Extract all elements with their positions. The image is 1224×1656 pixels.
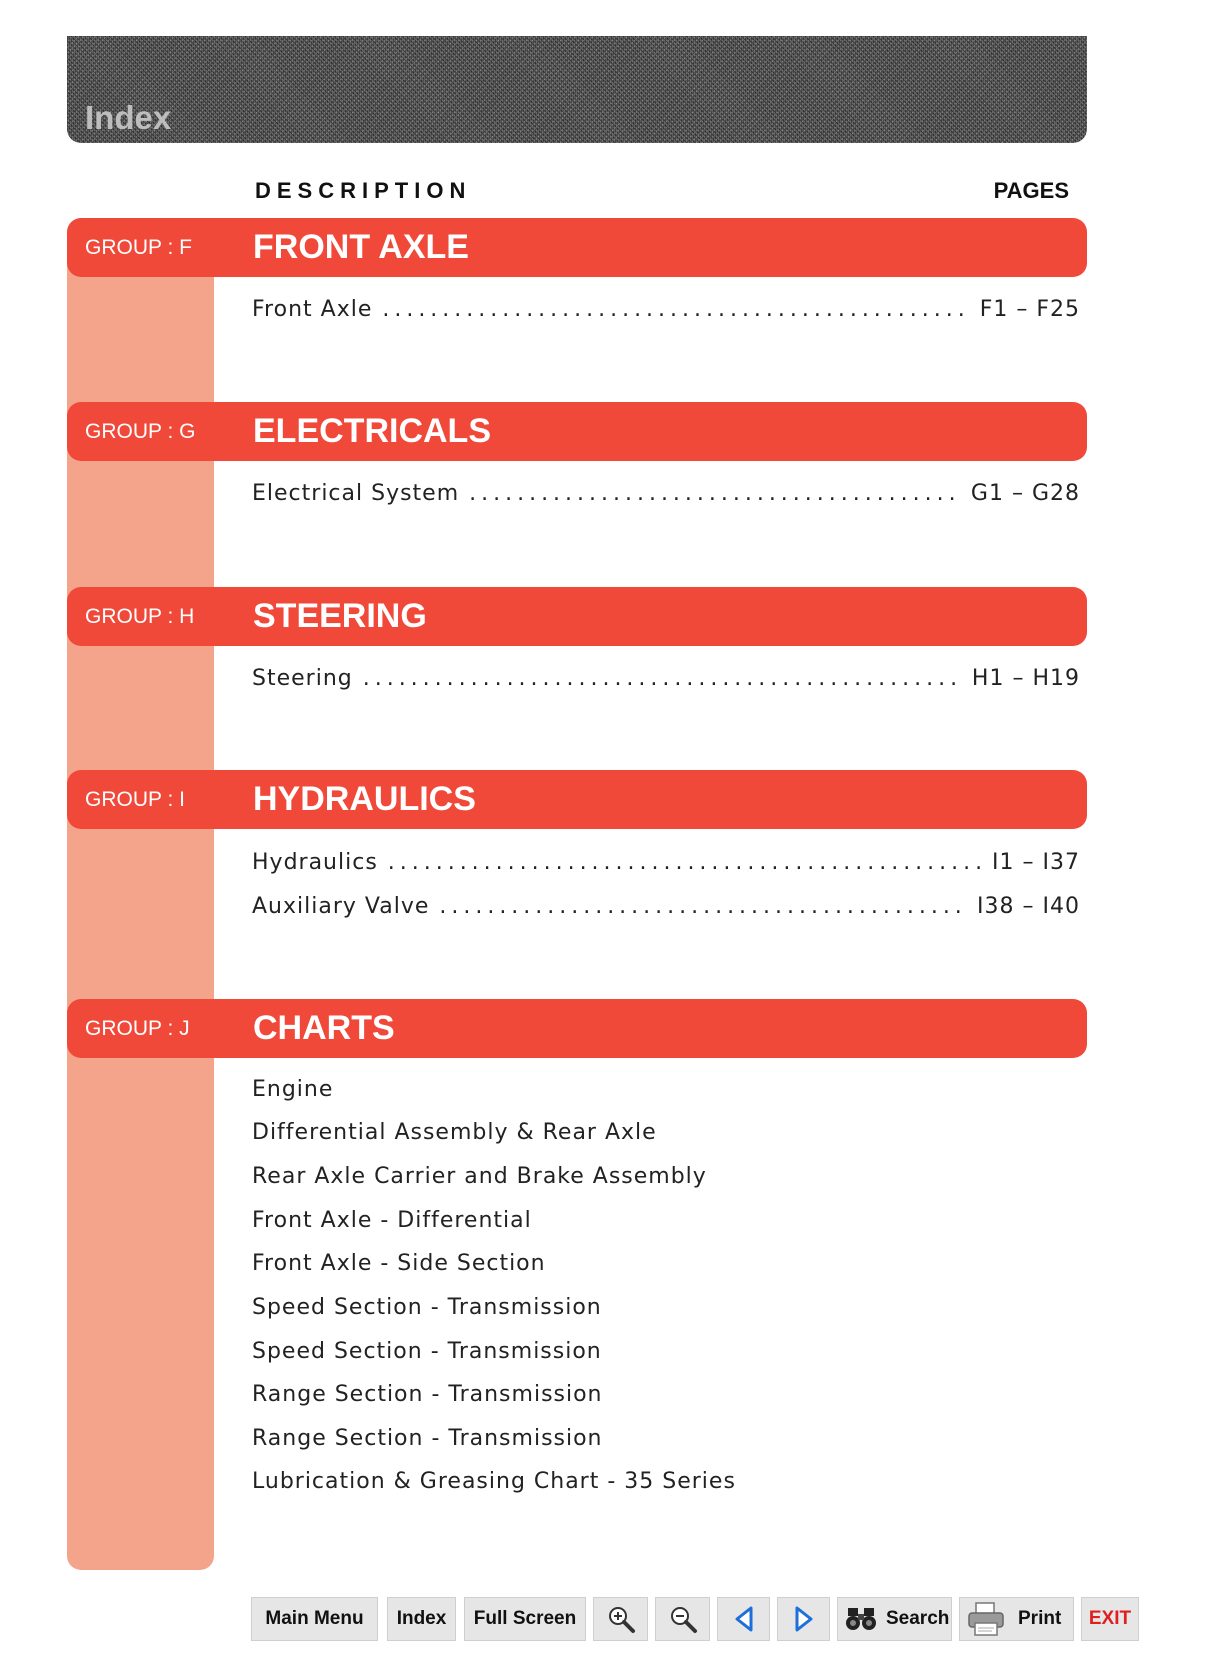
exit-label: EXIT <box>1088 1608 1132 1629</box>
entry-pages: I1 – I37 <box>992 850 1080 875</box>
chart-item[interactable]: Range Section - Transmission <box>252 1426 603 1451</box>
chart-item[interactable]: Speed Section - Transmission <box>252 1339 602 1364</box>
triangle-right-icon <box>791 1604 817 1634</box>
exit-button[interactable] <box>1081 1597 1139 1641</box>
index-button[interactable] <box>387 1597 456 1641</box>
full-screen-button[interactable] <box>464 1597 586 1641</box>
chart-item[interactable]: Range Section - Transmission <box>252 1382 603 1407</box>
main-menu-label: Main Menu <box>265 1608 364 1629</box>
dot-leader <box>382 297 969 322</box>
entry-name: Electrical System <box>252 481 460 506</box>
zoom-in-button[interactable] <box>593 1597 648 1641</box>
entry-pages: F1 – F25 <box>979 297 1080 322</box>
printer-icon <box>966 1601 1006 1637</box>
group-label: GROUP : F <box>85 236 192 259</box>
chart-item[interactable]: Front Axle - Side Section <box>252 1251 546 1276</box>
zoom-out-icon <box>668 1604 698 1634</box>
entry-pages: H1 – H19 <box>971 666 1080 691</box>
group-bar-front-axle <box>67 218 1087 277</box>
dot-leader <box>363 666 962 691</box>
entry-pages: G1 – G28 <box>970 481 1080 506</box>
index-entry-front-axle[interactable] <box>252 292 1080 322</box>
group-title: FRONT AXLE <box>253 228 469 266</box>
chart-item[interactable]: Differential Assembly & Rear Axle <box>252 1120 657 1145</box>
previous-page-button[interactable] <box>717 1597 770 1641</box>
binoculars-icon <box>844 1604 880 1634</box>
group-bar-steering <box>67 587 1087 646</box>
chart-item[interactable]: Speed Section - Transmission <box>252 1295 602 1320</box>
entry-name: Auxiliary Valve <box>252 894 430 919</box>
main-menu-button[interactable] <box>251 1597 378 1641</box>
index-entry-electrical-system[interactable] <box>252 476 1080 506</box>
entry-pages: I38 – I40 <box>977 894 1080 919</box>
dot-leader <box>388 850 982 875</box>
index-label: Index <box>396 1608 447 1629</box>
search-label: Search <box>886 1608 950 1629</box>
bottom-toolbar <box>0 1597 1224 1643</box>
index-entry-steering[interactable] <box>252 661 1080 691</box>
chart-item[interactable]: Engine <box>252 1077 334 1102</box>
page-title: Index <box>85 99 172 136</box>
entry-name: Steering <box>252 666 353 691</box>
search-button[interactable] <box>837 1597 952 1641</box>
pages-column-heading: PAGES <box>993 178 1069 203</box>
triangle-left-icon <box>731 1604 757 1634</box>
index-entry-auxiliary-valve[interactable] <box>252 889 1080 919</box>
group-label: GROUP : J <box>85 1017 190 1040</box>
zoom-out-button[interactable] <box>655 1597 710 1641</box>
chart-item[interactable]: Lubrication & Greasing Chart - 35 Series <box>252 1469 736 1494</box>
group-title: ELECTRICALS <box>253 412 491 450</box>
description-column-heading: DESCRIPTION <box>255 178 472 203</box>
group-label: GROUP : I <box>85 788 185 811</box>
group-bar-hydraulics <box>67 770 1087 829</box>
zoom-in-icon <box>606 1604 636 1634</box>
group-title: STEERING <box>253 597 427 635</box>
dot-leader <box>439 894 967 919</box>
full-screen-label: Full Screen <box>473 1608 577 1629</box>
chart-item[interactable]: Front Axle - Differential <box>252 1208 532 1233</box>
index-entry-hydraulics[interactable] <box>252 845 1080 875</box>
page-header <box>67 36 1087 143</box>
group-label: GROUP : G <box>85 420 196 443</box>
group-bar-electricals <box>67 402 1087 461</box>
print-button[interactable] <box>959 1597 1074 1641</box>
group-label: GROUP : H <box>85 605 195 628</box>
next-page-button[interactable] <box>777 1597 830 1641</box>
chart-item[interactable]: Rear Axle Carrier and Brake Assembly <box>252 1164 707 1189</box>
group-title: CHARTS <box>253 1009 395 1047</box>
print-label: Print <box>1018 1608 1062 1629</box>
group-bar-charts <box>67 999 1087 1058</box>
entry-name: Front Axle <box>252 297 373 322</box>
group-title: HYDRAULICS <box>253 780 476 818</box>
entry-name: Hydraulics <box>252 850 378 875</box>
dot-leader <box>469 481 961 506</box>
